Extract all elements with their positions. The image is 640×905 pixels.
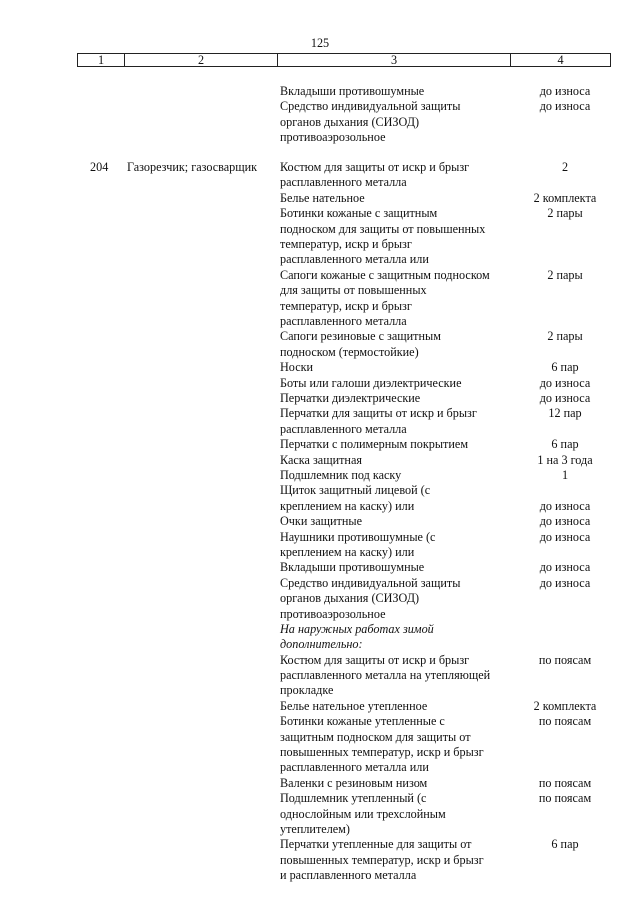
item-quantity: до износа	[539, 375, 591, 390]
item-name-line: креплением на каску) или	[280, 544, 415, 559]
item-name	[280, 84, 512, 99]
item-row	[0, 622, 640, 653]
entry-number: 204	[90, 160, 109, 174]
item-name-line: однослойным или трехслойным	[280, 806, 446, 821]
item-row	[0, 453, 640, 468]
item-name-line: прокладке	[280, 683, 334, 698]
item-name-line: Костюм для защиты от искр и брызг	[280, 652, 470, 667]
item-quantity: по поясам	[538, 791, 592, 806]
item-quantity: до износа	[539, 514, 591, 529]
item-quantity: 1	[561, 467, 569, 482]
item-name-line: Средство индивидуальной защиты	[280, 99, 461, 114]
item-name	[280, 376, 512, 391]
item-quantity: 2 пары	[547, 329, 583, 344]
item-quantity: 2	[561, 160, 569, 174]
item-quantity: 2 комплекта	[533, 698, 597, 713]
column-header-2: 2	[125, 54, 278, 66]
item-name	[280, 160, 512, 191]
item-name-line: расплавленного металла	[280, 175, 407, 190]
item-name-line: и расплавленного металла	[280, 868, 417, 883]
item-quantity: 6 пар	[551, 360, 579, 375]
item-name-line: расплавленного металла на утепляющей	[280, 668, 491, 683]
item-quantity: по поясам	[538, 775, 592, 790]
item-name-line: расплавленного металла или	[280, 252, 429, 267]
item-row	[0, 376, 640, 391]
item-name-line: Вкладыши противошумные	[280, 560, 425, 575]
item-name	[280, 776, 512, 791]
item-name-line: Вкладыши противошумные	[280, 84, 425, 98]
item-quantity: по поясам	[538, 714, 592, 729]
item-name-line: Валенки с резиновым низом	[280, 775, 428, 790]
item-name	[280, 576, 512, 622]
item-name-line: дополнительно:	[280, 637, 363, 652]
item-name	[280, 837, 512, 883]
item-name	[280, 329, 512, 360]
item-quantity: до износа	[539, 529, 591, 544]
item-name	[280, 268, 512, 330]
item-name-line: Костюм для защиты от искр и брызг	[280, 160, 470, 174]
item-name	[280, 453, 512, 468]
item-name-line: противоаэрозольное	[280, 130, 386, 145]
item-name-line: температур, искр и брызг	[280, 298, 412, 313]
item-quantity: по поясам	[538, 652, 592, 667]
item-name-line: расплавленного металла	[280, 314, 407, 328]
item-name	[280, 391, 512, 406]
item-quantity: до износа	[539, 575, 591, 590]
item-row	[0, 437, 640, 452]
item-name-line: Перчатки с полимерным покрытием	[280, 437, 469, 452]
item-row	[0, 560, 640, 575]
item-row	[0, 791, 640, 837]
item-quantity: 1 на 3 года	[537, 452, 593, 467]
item-name	[280, 437, 512, 452]
item-row	[0, 391, 640, 406]
item-quantity: 6 пар	[551, 837, 579, 852]
item-name-line: Очки защитные	[280, 514, 362, 529]
item-name	[280, 699, 512, 714]
profession-name: Газорезчик; газосварщик	[127, 160, 258, 174]
item-name-line: органов дыхания (СИЗОД)	[280, 114, 420, 129]
item-quantity: 2 пары	[547, 267, 583, 282]
item-name-line: Каска защитная	[280, 452, 362, 467]
item-row	[0, 714, 640, 776]
item-name	[280, 191, 512, 206]
item-quantity: до износа	[539, 99, 591, 114]
item-row	[0, 206, 640, 268]
item-row	[0, 837, 640, 883]
item-name	[280, 360, 512, 375]
item-name	[280, 530, 512, 561]
item-name-line: Белье нательное	[280, 190, 365, 205]
item-row	[0, 268, 640, 330]
item-name-line: для защиты от повышенных	[280, 283, 427, 298]
item-row	[0, 576, 640, 622]
item-name-line: Перчатки для защиты от искр и брызг	[280, 406, 477, 421]
item-row	[0, 699, 640, 714]
item-name-line: Боты или галоши диэлектрические	[280, 375, 462, 390]
item-name-line: Носки	[280, 360, 314, 375]
item-name-line: Щиток защитный лицевой (с	[280, 483, 431, 498]
item-row	[0, 776, 640, 791]
item-name	[280, 714, 512, 776]
item-quantity: до износа	[539, 84, 591, 98]
protective-items-list	[0, 160, 640, 884]
item-name-line: Сапоги кожаные с защитным подноском	[280, 267, 490, 282]
item-name-line: повышенных температур, искр и брызг	[280, 852, 484, 867]
page-number: 125	[310, 36, 330, 50]
table-row-204	[0, 160, 640, 884]
item-row	[0, 406, 640, 437]
item-name	[280, 99, 512, 145]
item-row	[0, 99, 640, 145]
item-quantity: до износа	[539, 560, 591, 575]
item-row	[0, 468, 640, 483]
item-name-line: Ботинки кожаные утепленные с	[280, 714, 445, 729]
item-name-line: противоаэрозольное	[280, 606, 386, 621]
item-quantity: 2 комплекта	[533, 190, 597, 205]
item-name-line: подноском (термостойкие)	[280, 344, 419, 359]
item-quantity: 12 пар	[548, 406, 582, 421]
item-row	[0, 360, 640, 375]
item-name-line: органов дыхания (СИЗОД)	[280, 591, 420, 606]
item-name	[280, 406, 512, 437]
item-quantity: до износа	[539, 498, 591, 513]
item-row	[0, 191, 640, 206]
item-name	[280, 791, 512, 837]
item-name-line: Подшлемник утепленный (с	[280, 791, 427, 806]
item-row	[0, 160, 640, 191]
item-name	[280, 622, 512, 653]
item-name-line: Сапоги резиновые с защитным	[280, 329, 441, 344]
item-row	[0, 530, 640, 561]
column-header-3: 3	[278, 54, 511, 66]
item-row	[0, 514, 640, 529]
item-name	[280, 206, 512, 268]
column-header-row	[77, 53, 611, 67]
item-name-line: температур, искр и брызг	[280, 237, 412, 251]
item-name	[280, 483, 512, 514]
item-row	[0, 653, 640, 699]
item-name	[280, 514, 512, 529]
item-name	[280, 468, 512, 483]
item-name	[280, 653, 512, 699]
item-name	[280, 560, 512, 575]
item-quantity: 6 пар	[551, 437, 579, 452]
item-name-line: Перчатки диэлектрические	[280, 390, 421, 405]
item-name-line: расплавленного металла или	[280, 760, 429, 775]
item-name-line: Перчатки утепленные для защиты от	[280, 837, 472, 852]
item-row	[0, 84, 640, 99]
item-name-line: креплением на каску) или	[280, 498, 415, 513]
item-name-line: Белье нательное утепленное	[280, 698, 428, 713]
item-quantity: до износа	[539, 390, 591, 405]
item-name-line: Ботинки кожаные с защитным	[280, 206, 438, 221]
item-name-line: Наушники противошумные (с	[280, 529, 436, 544]
item-quantity: 2 пары	[547, 206, 583, 221]
item-row	[0, 483, 640, 514]
item-name-line: Подшлемник под каску	[280, 467, 402, 482]
item-name-line: защитным подноском для защиты от	[280, 729, 471, 744]
column-header-1: 1	[78, 54, 125, 66]
continuation-items	[0, 84, 640, 146]
item-row	[0, 329, 640, 360]
item-name-line: повышенных температур, искр и брызг	[280, 745, 484, 760]
item-name-line: Средство индивидуальной защиты	[280, 575, 461, 590]
item-name-line: утеплителем)	[280, 822, 350, 837]
item-name-line: расплавленного металла	[280, 421, 407, 436]
column-header-4: 4	[557, 53, 564, 67]
item-name-line: подноском для защиты от повышенных	[280, 221, 486, 236]
item-name-line: На наружных работах зимой	[280, 621, 434, 636]
